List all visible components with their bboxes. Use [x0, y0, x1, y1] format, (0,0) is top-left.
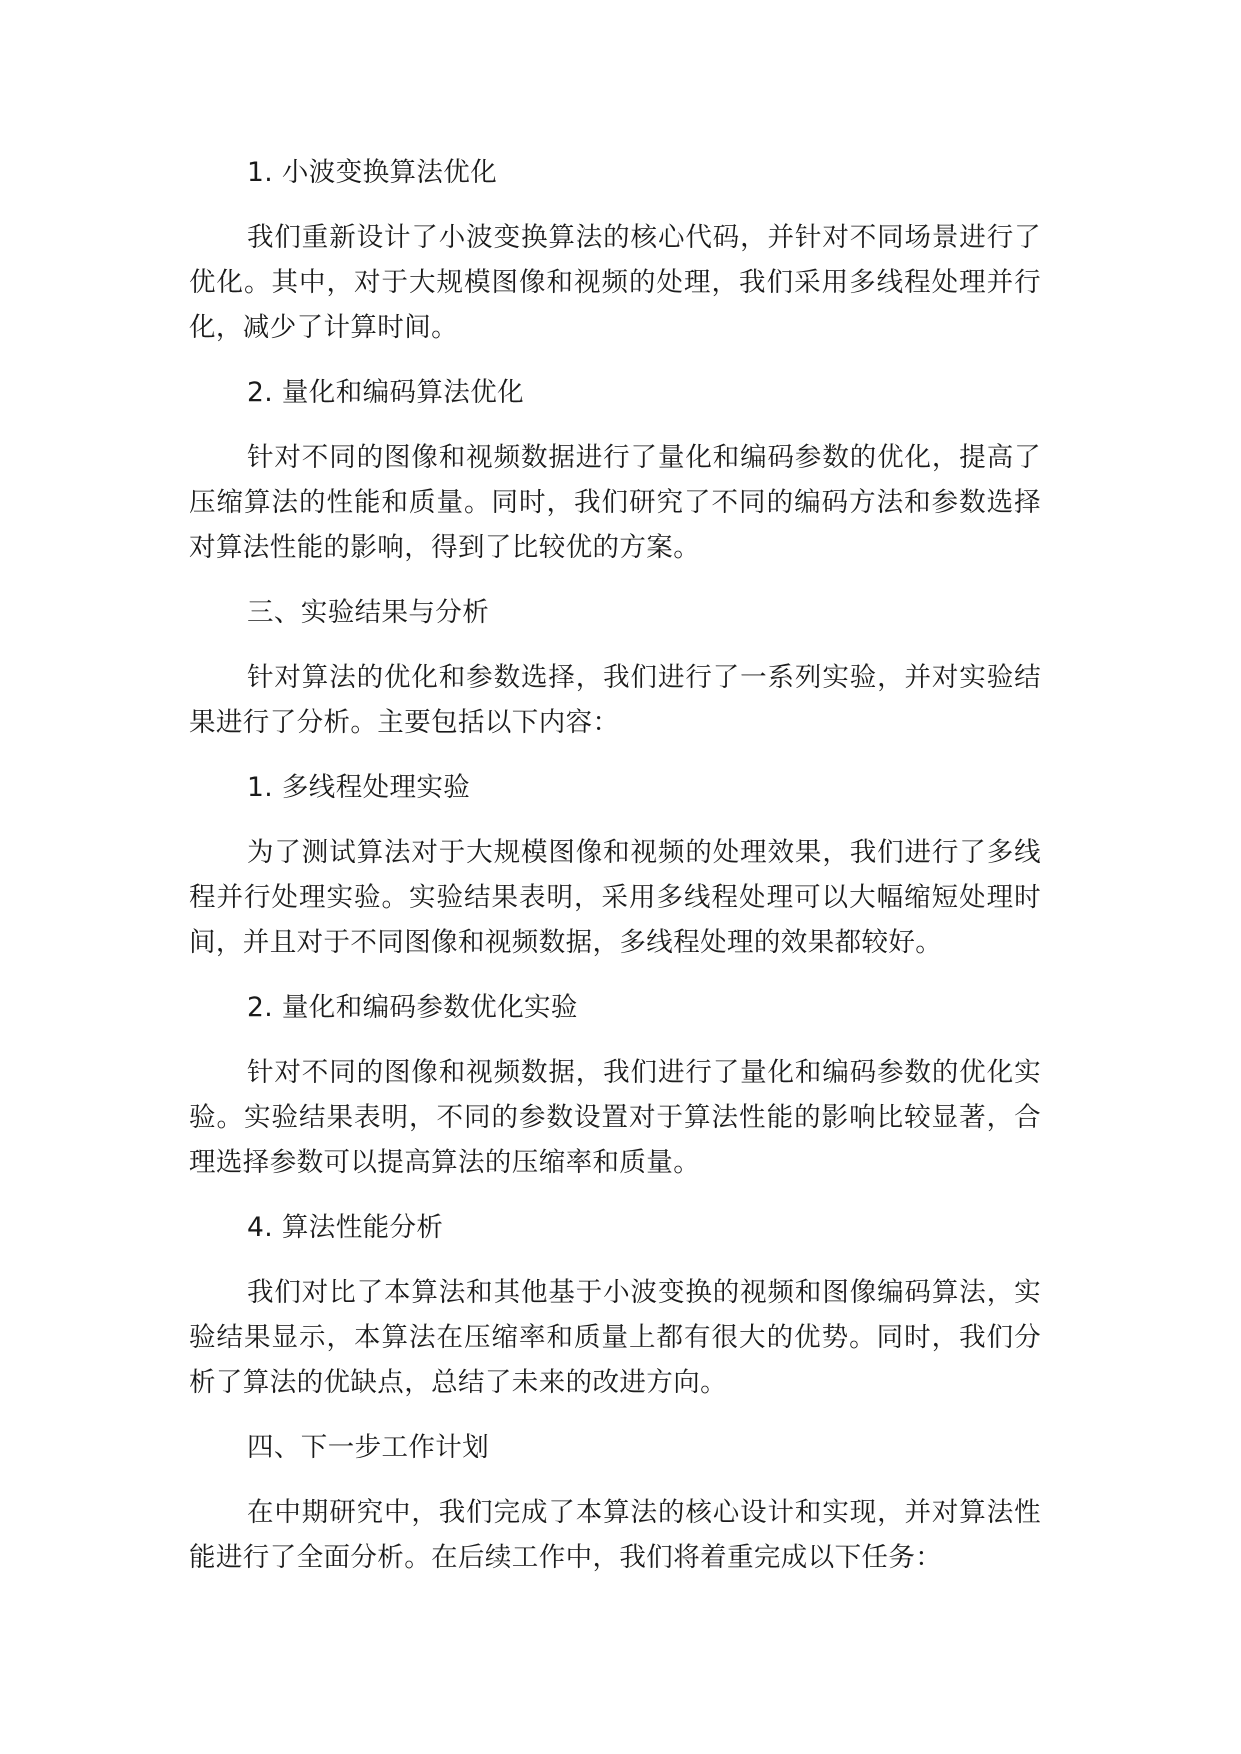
section-heading-parameter-experiment: 2. 量化和编码参数优化实验 [247, 992, 578, 1023]
paragraph-quantization-optimization: 针对不同的图像和视频数据进行了量化和编码参数的优化，提高了压缩算法的性能和质量。同时，我们研究了不同的编码方法和参数选择对算法性能的影响，得到了比较优的方案。 [189, 442, 1041, 563]
section-heading-wavelet-optimization: 1. 小波变换算法优化 [247, 157, 498, 188]
document-body [189, 150, 1041, 1600]
paragraph-wavelet-optimization: 我们重新设计了小波变换算法的核心代码，并针对不同场景进行了优化。其中，对于大规模图像和视频的处理，我们采用多线程处理并行化，减少了计算时间。 [189, 222, 1041, 343]
paragraph-next-steps: 在中期研究中，我们完成了本算法的核心设计和实现，并对算法性能进行了全面分析。在后续工作中，我们将着重完成以下任务： [189, 1497, 1041, 1573]
section-heading-performance-analysis: 4. 算法性能分析 [247, 1212, 444, 1243]
section-heading-multithread-experiment: 1. 多线程处理实验 [247, 772, 471, 803]
paragraph-performance-analysis: 我们对比了本算法和其他基于小波变换的视频和图像编码算法，实验结果显示，本算法在压缩率和质量上都有很大的优势。同时，我们分析了算法的优缺点，总结了未来的改进方向。 [189, 1277, 1041, 1398]
paragraph-results-intro: 针对算法的优化和参数选择，我们进行了一系列实验，并对实验结果进行了分析。主要包括以下内容： [189, 662, 1041, 738]
paragraph-parameter-experiment: 针对不同的图像和视频数据，我们进行了量化和编码参数的优化实验。实验结果表明，不同的参数设置对于算法性能的影响比较显著，合理选择参数可以提高算法的压缩率和质量。 [189, 1057, 1041, 1178]
paragraph-multithread-experiment: 为了测试算法对于大规模图像和视频的处理效果，我们进行了多线程并行处理实验。实验结果表明，采用多线程处理可以大幅缩短处理时间，并且对于不同图像和视频数据，多线程处理的效果都较好。 [189, 837, 1041, 958]
section-heading-quantization-optimization: 2. 量化和编码算法优化 [247, 377, 525, 408]
section-heading-results-analysis: 三、实验结果与分析 [247, 597, 490, 628]
section-heading-next-steps: 四、下一步工作计划 [247, 1432, 490, 1463]
